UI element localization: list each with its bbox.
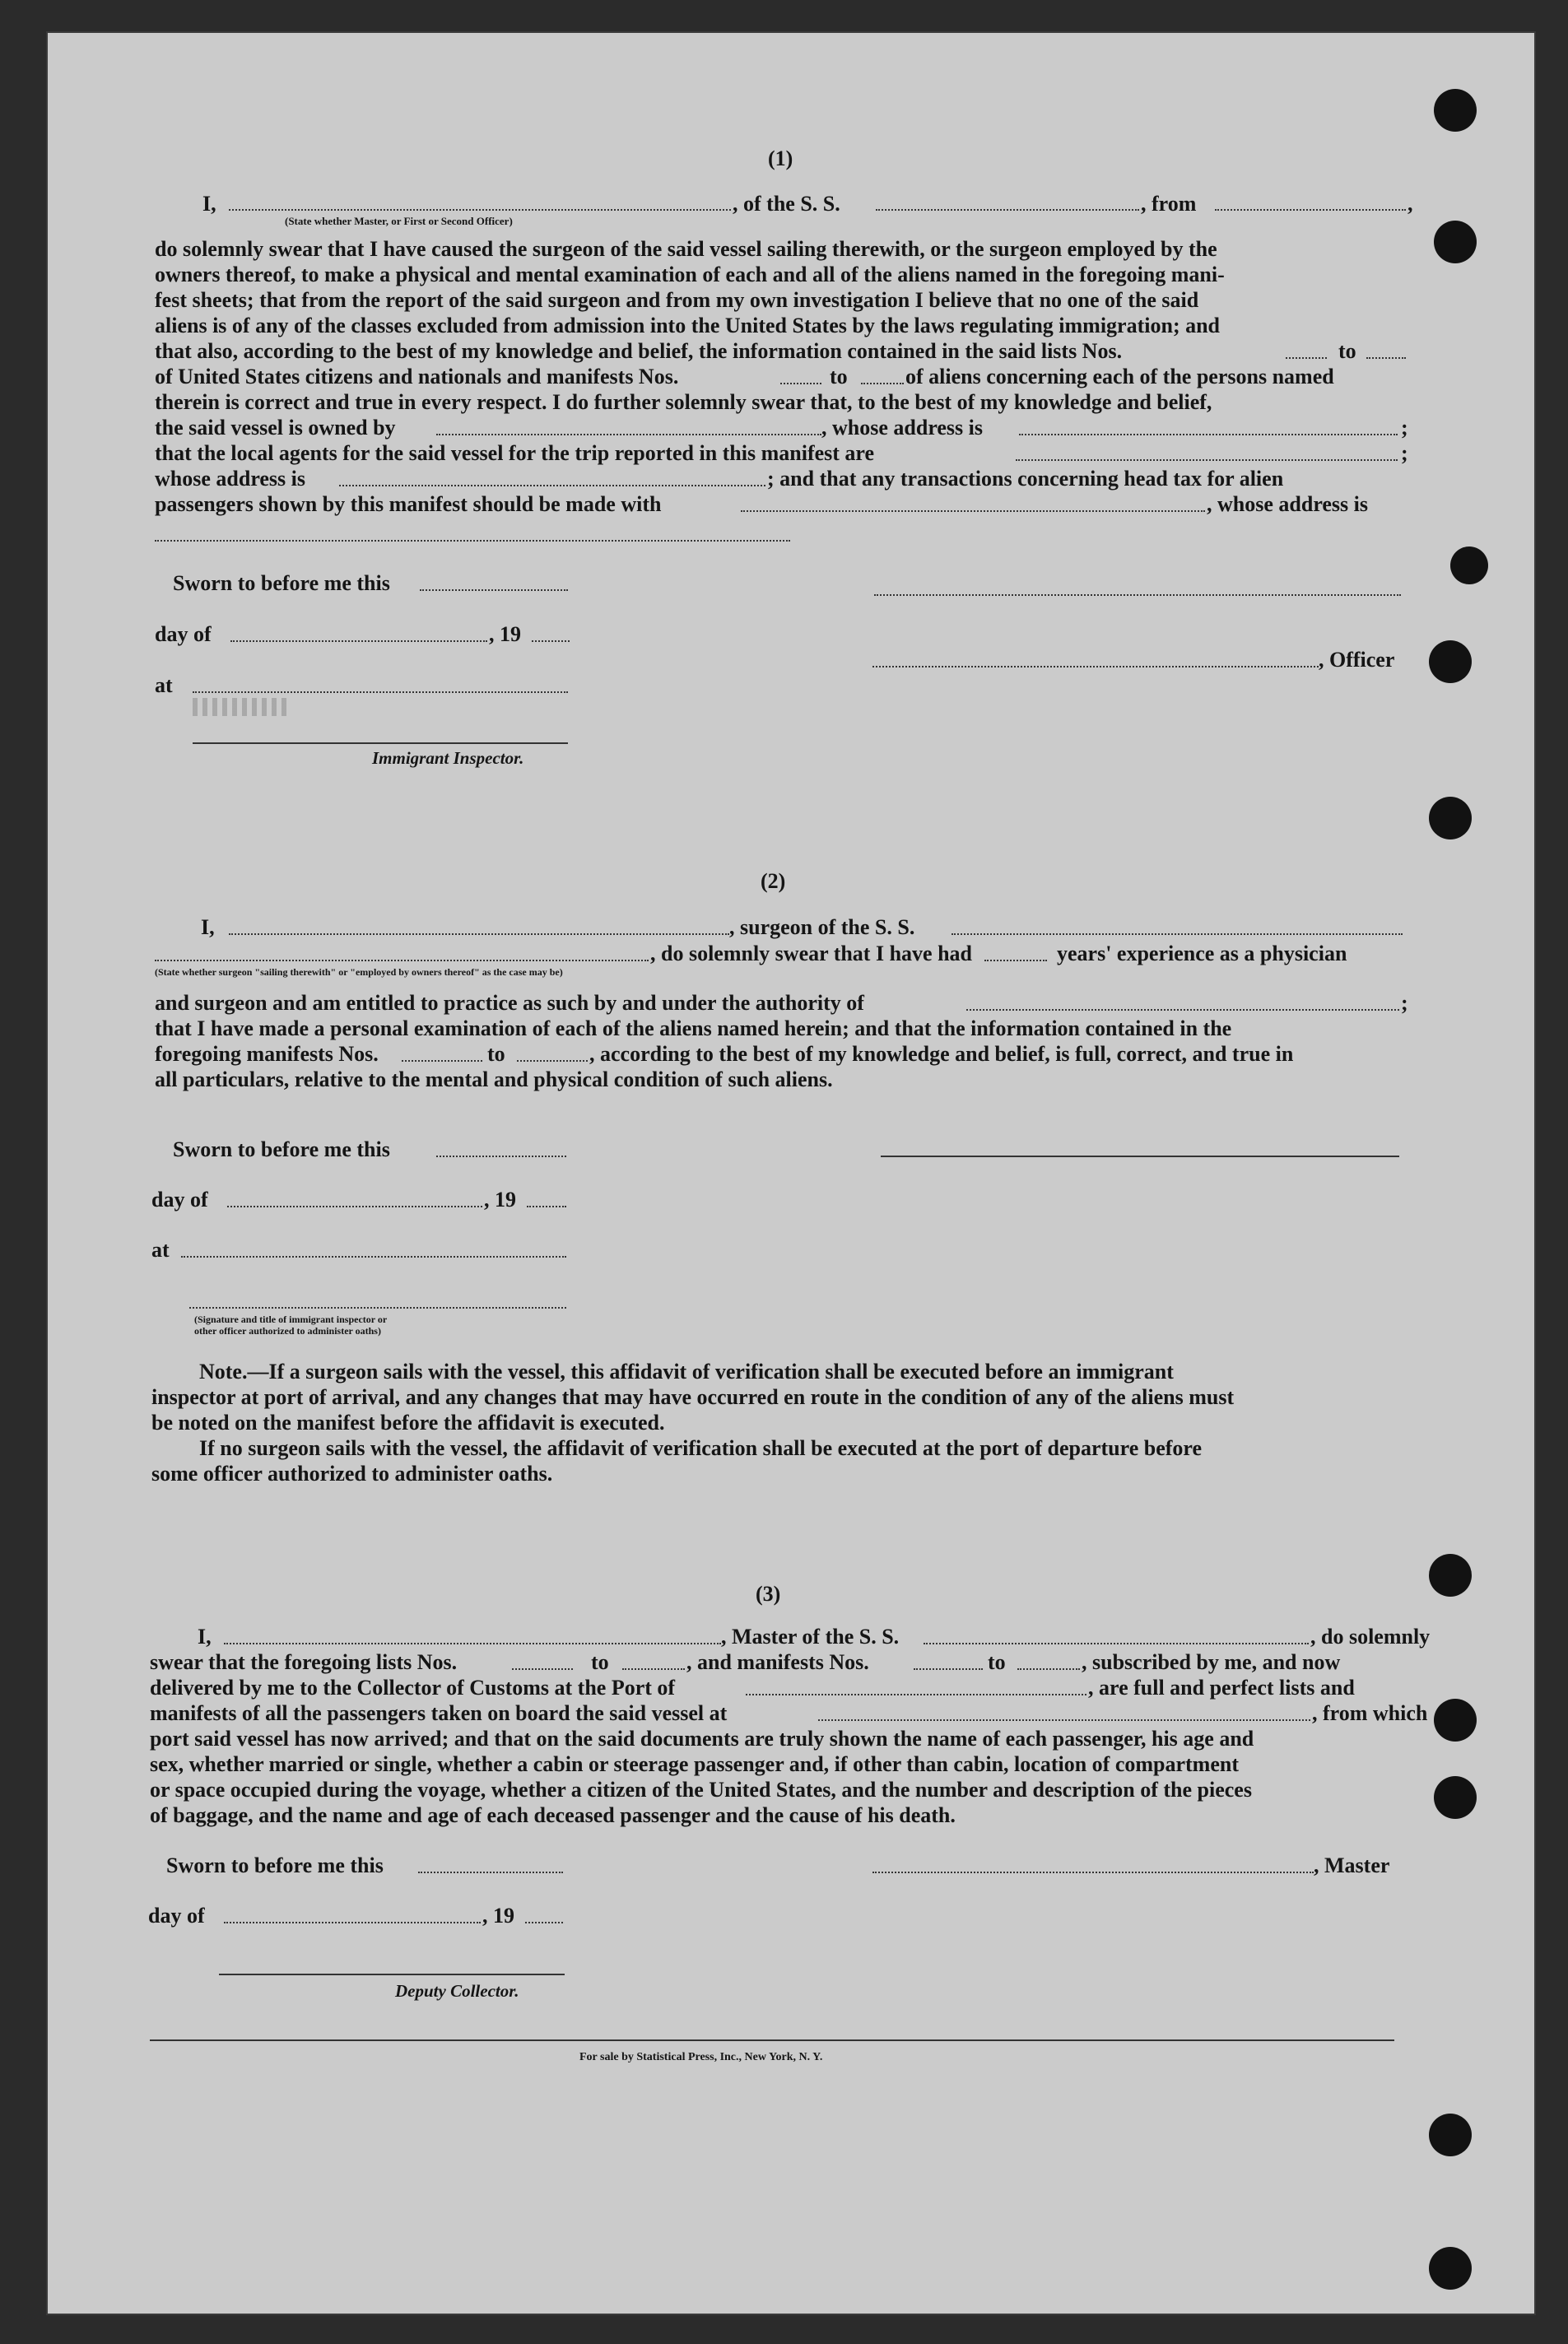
s1-officer-line-top[interactable]: [874, 594, 1401, 596]
s1-inspector-title: Immigrant Inspector.: [372, 748, 524, 768]
s1-semi: ;: [1401, 416, 1408, 440]
s2-line2: , do solemnly swear that I have had: [650, 942, 973, 965]
s1-para: do solemnly swear that I have caused the surgeon of the said vessel sailing therewith, or the surgeon employed by the: [155, 237, 1217, 261]
s1-day-field[interactable]: [230, 640, 487, 642]
s3-subscribed: , subscribed by me, and now: [1082, 1650, 1341, 1674]
punch-hole: [1450, 546, 1488, 584]
s3-collector-title: Deputy Collector.: [395, 1981, 519, 2001]
s1-line1-ss: , of the S. S.: [733, 192, 840, 216]
officer-signature-field[interactable]: [872, 666, 1319, 667]
s1-inspector-line[interactable]: [193, 742, 568, 744]
s3-sworn-date-field[interactable]: [418, 1872, 563, 1873]
s3-port-field[interactable]: [746, 1694, 1086, 1695]
headtax-contact-field[interactable]: [741, 510, 1205, 512]
punch-hole: [1429, 1554, 1472, 1597]
s2-line1-i: I,: [201, 915, 215, 939]
manifest-page: [46, 31, 1536, 2315]
s1-owned: the said vessel is owned by: [155, 416, 396, 440]
agents-address-field[interactable]: [339, 485, 765, 486]
s3-lists-to-field[interactable]: [622, 1668, 685, 1670]
s1-dayof: day of: [155, 622, 212, 646]
s1-year: , 19: [489, 622, 521, 646]
s2-hint: (State whether surgeon "sailing therewith" or "employed by owners thereof" as the case may be): [155, 966, 563, 978]
note-text: be noted on the manifest before the affidavit is executed.: [151, 1411, 665, 1435]
s1-headtax: passengers shown by this manifest should be made with: [155, 492, 662, 516]
s1-para: that also, according to the best of my knowledge and belief, the information contained in the said lists Nos.: [155, 339, 1123, 363]
s2-manifest-to-field[interactable]: [517, 1060, 588, 1062]
section-2-number: (2): [761, 869, 786, 893]
s2-manifests: foregoing manifests Nos.: [155, 1042, 379, 1066]
s1-to: to: [1338, 339, 1356, 363]
s3-fromwhich: , from which: [1312, 1701, 1428, 1725]
punch-hole: [1434, 89, 1477, 132]
s1-hint: (State whether Master, or First or Second Officer): [285, 215, 513, 227]
s2-para: that I have made a personal examination of each of the aliens named herein; and that the information contained in the: [155, 1016, 1232, 1040]
s3-board: manifests of all the passengers taken on board the said vessel at: [150, 1701, 728, 1725]
punch-hole: [1429, 640, 1472, 683]
footer-rule: [150, 2039, 1394, 2041]
s1-agents: that the local agents for the said vessel for the trip reported in this manifest are: [155, 441, 875, 465]
s1-sworn-date-field[interactable]: [420, 589, 568, 591]
s3-year-field[interactable]: [525, 1922, 563, 1923]
s2-to: to: [487, 1042, 505, 1066]
s2-line3: and surgeon and am entitled to practice as such by and under the authority of: [155, 991, 864, 1015]
s3-year: , 19: [482, 1904, 514, 1928]
publisher-footer: For sale by Statistical Press, Inc., New York, N. Y.: [579, 2051, 823, 2063]
s2-line1-ss: , surgeon of the S. S.: [729, 915, 915, 939]
s3-para: of baggage, and the name and age of each deceased passenger and the cause of his death.: [150, 1803, 956, 1827]
s2-inspector-signature-field[interactable]: [189, 1307, 566, 1309]
s1-line1-from: , from: [1141, 192, 1197, 216]
s3-dayof: day of: [148, 1904, 205, 1928]
s3-day-field[interactable]: [224, 1922, 481, 1923]
s2-para: all particulars, relative to the mental and physical condition of such aliens.: [155, 1067, 833, 1091]
surgeon-type-field[interactable]: [155, 960, 649, 961]
s1-para: fest sheets; that from the report of the said surgeon and from my own investigation I believe that no one of the said: [155, 288, 1199, 312]
s2-year: , 19: [484, 1188, 516, 1212]
punch-hole: [1429, 2247, 1472, 2290]
s2-sig-hint-1: (Signature and title of immigrant inspector or: [194, 1314, 388, 1325]
s2-para: , according to the best of my knowledge and belief, is full, correct, and true in: [589, 1042, 1294, 1066]
s3-master: , Master: [1314, 1853, 1390, 1877]
note-text: inspector at port of arrival, and any changes that may have occurred en route in the condition of any of the aliens must: [151, 1385, 1235, 1409]
note-text: Note.—If a surgeon sails with the vessel, this affidavit of verification shall be executed before an immigrant: [199, 1360, 1174, 1384]
s3-manifests: , and manifests Nos.: [686, 1650, 869, 1674]
s2-semi: ;: [1401, 991, 1408, 1015]
s2-at-field[interactable]: [181, 1256, 566, 1258]
s3-lists: swear that the foregoing lists Nos.: [150, 1650, 458, 1674]
s2-sig-hint-2: other officer authorized to administer oaths): [194, 1325, 381, 1337]
s1-officer: , Officer: [1319, 648, 1395, 672]
authority-field[interactable]: [966, 1009, 1399, 1011]
s2-day-field[interactable]: [227, 1206, 482, 1207]
s3-to: to: [988, 1650, 1006, 1674]
headtax-address-field[interactable]: [155, 540, 790, 542]
s3-line1-ss: , Master of the S. S.: [721, 1625, 900, 1649]
section-3-number: (3): [756, 1582, 781, 1606]
faded-stamp: [193, 698, 291, 716]
s2-vessel-field[interactable]: [952, 933, 1403, 935]
s2-line2b: years' experience as a physician: [1057, 942, 1347, 965]
s3-master-signature-field[interactable]: [872, 1872, 1314, 1873]
s3-sworn: Sworn to before me this: [166, 1853, 384, 1877]
s3-manifest-from-field[interactable]: [914, 1668, 983, 1670]
s1-para: of aliens concerning each of the persons named: [905, 365, 1334, 388]
s1-para: therein is correct and true in every respect. I do further solemnly swear that, to the best of my knowledge and belief,: [155, 390, 1212, 414]
master-title-field[interactable]: [229, 209, 731, 211]
note-text: If no surgeon sails with the vessel, the affidavit of verification shall be executed at the port of departure before: [199, 1436, 1203, 1460]
vessel-name-field[interactable]: [876, 209, 1139, 211]
s1-semi: ;: [1401, 441, 1408, 465]
s3-boarding-port-field[interactable]: [818, 1719, 1310, 1721]
punch-hole: [1434, 1776, 1477, 1819]
s3-para: or space occupied during the voyage, whether a citizen of the United States, and the number and description of the pieces: [150, 1778, 1252, 1802]
s1-para: owners thereof, to make a physical and mental examination of each and all of the aliens named in the foregoing mani-: [155, 263, 1225, 286]
s1-agent-address: whose address is: [155, 467, 306, 491]
s3-collector-signature-field[interactable]: [219, 1974, 565, 1975]
s1-at-field[interactable]: [193, 691, 568, 693]
s3-manifest-to-field[interactable]: [1017, 1668, 1080, 1670]
note-text: some officer authorized to administer oaths.: [151, 1462, 553, 1486]
s3-collector: delivered by me to the Collector of Customs at the Port of: [150, 1676, 676, 1700]
s1-para: of United States citizens and nationals and manifests Nos.: [155, 365, 679, 388]
s3-para: sex, whether married or single, whether a cabin or steerage passenger and, if other than cabin, location of compartment: [150, 1752, 1239, 1776]
punch-hole: [1429, 2114, 1472, 2156]
punch-hole: [1434, 221, 1477, 263]
s2-sworn: Sworn to before me this: [173, 1137, 390, 1161]
s1-address: , whose address is: [821, 416, 984, 440]
section-1-number: (1): [768, 146, 793, 170]
s3-master-name-field[interactable]: [224, 1643, 721, 1644]
s1-line1-i: I,: [202, 192, 216, 216]
punch-hole: [1434, 1699, 1477, 1742]
s1-para: ; and that any transactions concerning head tax for alien: [767, 467, 1284, 491]
s2-manifest-from-field[interactable]: [402, 1060, 482, 1062]
s3-to: to: [591, 1650, 609, 1674]
s1-at: at: [155, 673, 173, 697]
lists-to-field[interactable]: [1366, 357, 1406, 359]
s1-year-field[interactable]: [532, 640, 570, 642]
manifest-to-field[interactable]: [861, 383, 904, 384]
s2-surgeon-signature-field[interactable]: [881, 1156, 1399, 1157]
s3-lists-from-field[interactable]: [512, 1668, 573, 1670]
s1-line1-end: ,: [1407, 192, 1413, 216]
s2-dayof: day of: [151, 1188, 208, 1212]
manifest-from-field[interactable]: [780, 383, 821, 384]
s1-para: aliens is of any of the classes excluded from admission into the United States by the laws regulating immigration; and: [155, 314, 1221, 337]
owner-address-field[interactable]: [1019, 434, 1398, 435]
s2-year-field[interactable]: [527, 1206, 566, 1207]
agents-field[interactable]: [1016, 459, 1398, 461]
punch-hole: [1429, 797, 1472, 839]
s3-line1-end: , do solemnly: [1310, 1625, 1431, 1649]
s1-sworn: Sworn to before me this: [173, 571, 390, 595]
s3-vessel-field[interactable]: [924, 1643, 1309, 1644]
lists-from-field[interactable]: [1286, 357, 1327, 359]
owner-field[interactable]: [436, 434, 821, 435]
s2-sworn-date-field[interactable]: [436, 1156, 566, 1157]
s1-to: to: [830, 365, 848, 388]
s3-line1-i: I,: [198, 1625, 212, 1649]
surgeon-name-field[interactable]: [229, 933, 729, 935]
s1-headtax-address: , whose address is: [1207, 492, 1369, 516]
s3-full: , are full and perfect lists and: [1088, 1676, 1355, 1700]
s2-at: at: [151, 1238, 170, 1262]
from-port-field[interactable]: [1215, 209, 1406, 211]
s3-para: port said vessel has now arrived; and that on the said documents are truly shown the name of each passenger, his age and: [150, 1727, 1254, 1751]
years-experience-field[interactable]: [984, 960, 1047, 961]
